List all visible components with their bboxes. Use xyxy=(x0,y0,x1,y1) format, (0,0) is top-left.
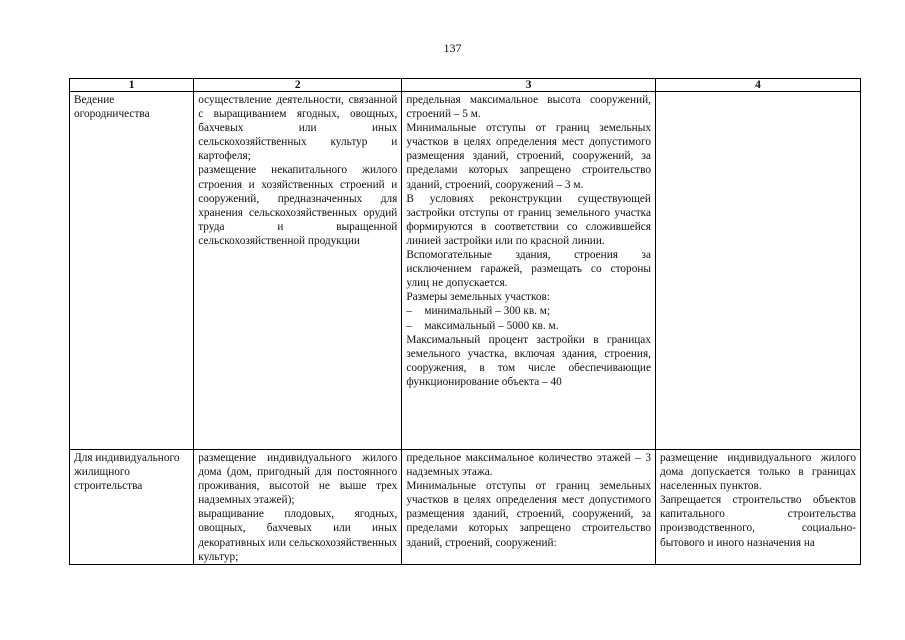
column-header-4: 4 xyxy=(655,79,860,92)
land-use-name: Ведение огородничества xyxy=(70,92,194,450)
column-header-1: 1 xyxy=(70,79,194,92)
description-paragraph: размещение индивидуального жилого дома (дом, пригодный для постоянного проживания, высотой не выше трех надземных этажей); xyxy=(198,452,398,507)
land-use-description xyxy=(194,92,402,450)
land-use-parameters xyxy=(402,92,656,450)
land-use-restrictions xyxy=(655,450,860,565)
parameter-paragraph: В условиях реконструкции существующей застройки отступы от границ земельного участка формируются в соответствии со сложившейся линией застройки или по красной линии. xyxy=(406,192,651,247)
restriction-paragraph: размещение индивидуального жилого дома допускается только в границах населенных пунктов. xyxy=(659,452,856,493)
table-header-row xyxy=(70,79,861,92)
table-row xyxy=(70,450,861,565)
land-use-parameters xyxy=(402,450,656,565)
restriction-paragraph: Запрещается строительство объектов капитального строительства производственного, социально-бытового и иного назначения на xyxy=(659,494,856,549)
size-item: – минимальный – 300 кв. м; xyxy=(406,304,651,318)
land-use-name: Для индивидуального жилищного строительства xyxy=(70,450,194,565)
parameter-paragraph: Минимальные отступы от границ земельных участков в целях определения мест допустимого размещения зданий, строений, сооружений, за пределами которых запрещено строительство зданий, строений, сооружений: xyxy=(406,480,651,549)
column-header-2: 2 xyxy=(194,79,402,92)
land-use-description xyxy=(194,450,402,565)
parameter-paragraph: Максимальный процент застройки в границах земельного участка, включая здания, строения, сооружения, в том числе обеспечивающие функционирование объекта – 40 xyxy=(406,333,651,388)
description-paragraph: выращивание плодовых, ягодных, овощных, бахчевых или иных декоративных или сельскохозяйственных культур; xyxy=(198,508,398,563)
land-use-table xyxy=(69,78,861,565)
land-use-restrictions xyxy=(655,92,860,450)
page-number: 137 xyxy=(443,41,462,55)
parameter-paragraph: Минимальные отступы от границ земельных участков в целях определения мест допустимого размещения зданий, строений, сооружений, за пределами которых запрещено строительство зданий, строений, сооружений – 3 м. xyxy=(406,122,651,191)
parameter-paragraph: предельное максимальное количество этажей – 3 надземных этажа. xyxy=(406,452,651,479)
size-item: – максимальный – 5000 кв. м. xyxy=(406,319,651,333)
parameter-paragraph: предельная максимальное высота сооружений, строений – 5 м. xyxy=(406,94,651,121)
table-row xyxy=(70,92,861,450)
parameter-paragraph: Размеры земельных участков: xyxy=(406,291,551,304)
description-paragraph: осуществление деятельности, связанной с выращиванием ягодных, овощных, бахчевых или иных сельскохозяйственных культур и картофеля; xyxy=(198,94,398,163)
column-header-3: 3 xyxy=(402,79,656,92)
parameter-paragraph: Вспомогательные здания, строения за исключением гаражей, размещать со стороны улиц не допускается. xyxy=(406,249,651,290)
description-paragraph: размещение некапитального жилого строения и хозяйственных строений и сооружений, предназначенных для хранения сельскохозяйственных орудий труда и выращенной сельскохозяйственной продукции xyxy=(198,164,398,247)
